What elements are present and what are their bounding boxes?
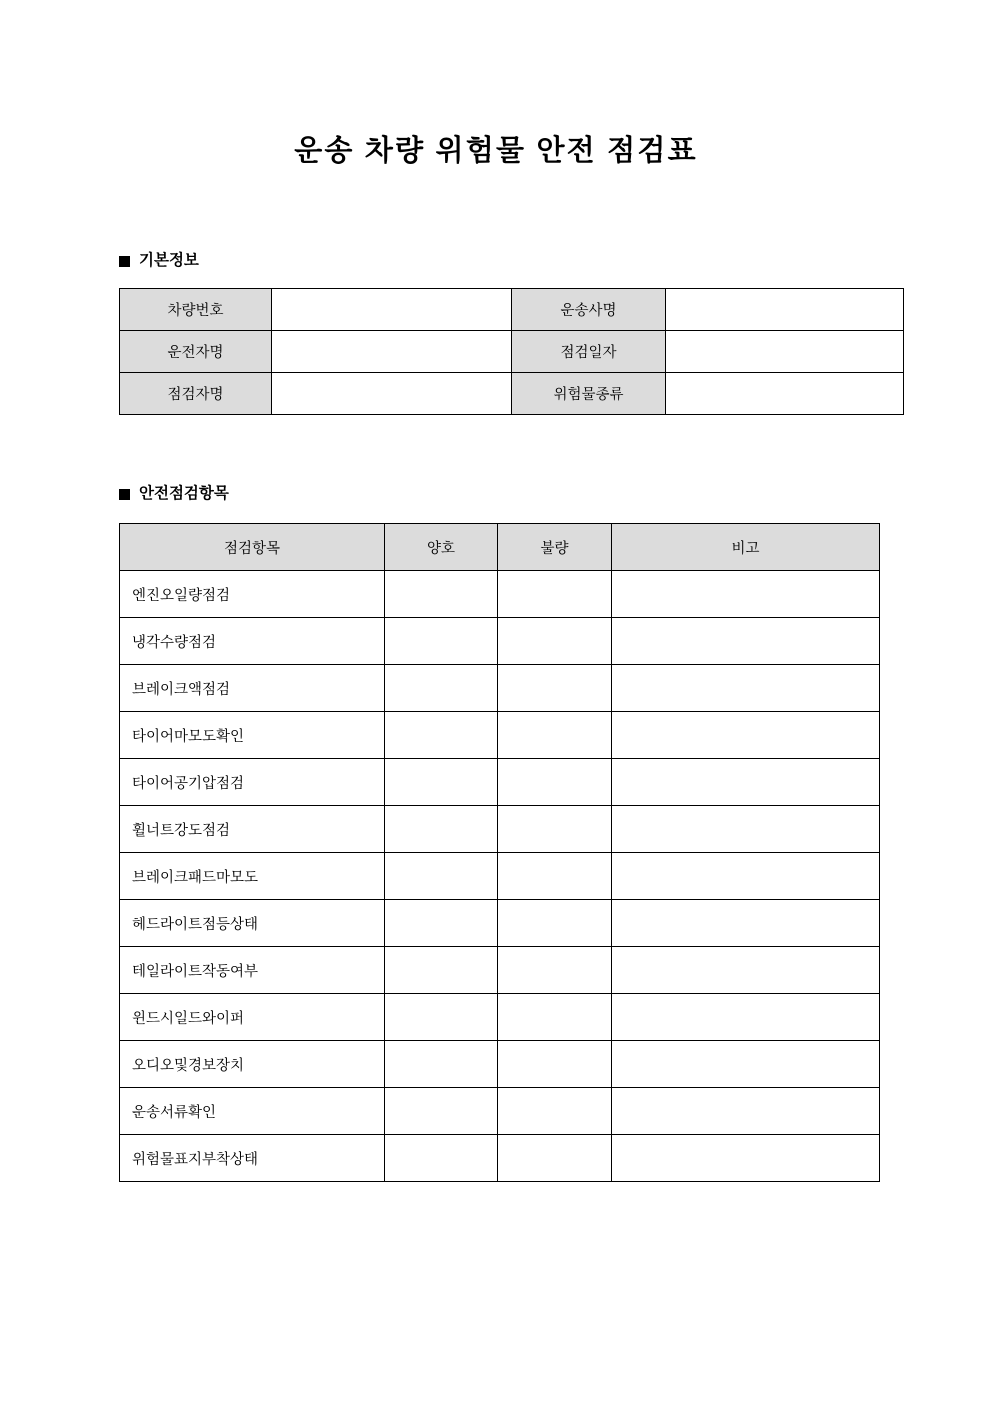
checklist-bad-cell[interactable] xyxy=(498,618,612,665)
checklist-remark-cell[interactable] xyxy=(612,618,880,665)
basic-info-value-carrier-name[interactable] xyxy=(666,289,904,331)
checklist-remark-cell[interactable] xyxy=(612,665,880,712)
checklist-bad-cell[interactable] xyxy=(498,853,612,900)
checklist-item-label: 브레이크액점검 xyxy=(120,665,385,712)
table-header-row xyxy=(120,524,880,571)
checklist-item-label: 테일라이트작동여부 xyxy=(120,947,385,994)
section-heading-inspection-items-label: 안전점검항목 xyxy=(139,485,229,502)
checklist-bad-cell[interactable] xyxy=(498,1135,612,1182)
checklist-good-cell[interactable] xyxy=(385,712,498,759)
checklist-bad-cell[interactable] xyxy=(498,1041,612,1088)
checklist-bad-cell[interactable] xyxy=(498,994,612,1041)
checklist-good-cell[interactable] xyxy=(385,806,498,853)
checklist-good-cell[interactable] xyxy=(385,618,498,665)
column-header-good: 양호 xyxy=(385,524,498,571)
checklist-item-label: 타이어마모도확인 xyxy=(120,712,385,759)
table-row xyxy=(120,1088,880,1135)
table-row xyxy=(120,373,904,415)
checklist-good-cell[interactable] xyxy=(385,947,498,994)
table-row xyxy=(120,331,904,373)
basic-info-label-inspector-name: 점검자명 xyxy=(120,373,272,415)
basic-info-label-carrier-name: 운송사명 xyxy=(512,289,666,331)
checklist-item-label: 윈드시일드와이퍼 xyxy=(120,994,385,1041)
filled-square-bullet-icon xyxy=(119,256,130,267)
checklist-bad-cell[interactable] xyxy=(498,900,612,947)
checklist-item-label: 위험물표지부착상태 xyxy=(120,1135,385,1182)
filled-square-bullet-icon xyxy=(119,489,130,500)
checklist-item-label: 엔진오일량점검 xyxy=(120,571,385,618)
checklist-good-cell[interactable] xyxy=(385,1135,498,1182)
table-row xyxy=(120,853,880,900)
basic-info-value-hazmat-type[interactable] xyxy=(666,373,904,415)
table-row xyxy=(120,900,880,947)
checklist-remark-cell[interactable] xyxy=(612,994,880,1041)
checklist-good-cell[interactable] xyxy=(385,571,498,618)
checklist-good-cell[interactable] xyxy=(385,1041,498,1088)
checklist-remark-cell[interactable] xyxy=(612,1041,880,1088)
checklist-item-label: 타이어공기압점검 xyxy=(120,759,385,806)
basic-info-label-hazmat-type: 위험물종류 xyxy=(512,373,666,415)
checklist-item-label: 냉각수량점검 xyxy=(120,618,385,665)
checklist-bad-cell[interactable] xyxy=(498,1088,612,1135)
checklist-good-cell[interactable] xyxy=(385,900,498,947)
checklist-remark-cell[interactable] xyxy=(612,806,880,853)
checklist-bad-cell[interactable] xyxy=(498,665,612,712)
section-heading-inspection-items xyxy=(119,483,229,505)
column-header-remark: 비고 xyxy=(612,524,880,571)
checklist-bad-cell[interactable] xyxy=(498,947,612,994)
checklist-remark-cell[interactable] xyxy=(612,1088,880,1135)
table-row xyxy=(120,289,904,331)
table-row xyxy=(120,618,880,665)
table-row xyxy=(120,1135,880,1182)
basic-info-table xyxy=(119,288,904,415)
checklist-good-cell[interactable] xyxy=(385,994,498,1041)
table-row xyxy=(120,665,880,712)
section-heading-basic-info-label: 기본정보 xyxy=(139,252,199,269)
page-title: 운송 차량 위험물 안전 점검표 xyxy=(294,135,698,167)
basic-info-value-vehicle-number[interactable] xyxy=(272,289,512,331)
basic-info-label-vehicle-number: 차량번호 xyxy=(120,289,272,331)
checklist-remark-cell[interactable] xyxy=(612,947,880,994)
checklist-remark-cell[interactable] xyxy=(612,759,880,806)
checklist-item-label: 운송서류확인 xyxy=(120,1088,385,1135)
checklist-remark-cell[interactable] xyxy=(612,1135,880,1182)
table-row xyxy=(120,759,880,806)
checklist-good-cell[interactable] xyxy=(385,665,498,712)
checklist-bad-cell[interactable] xyxy=(498,571,612,618)
checklist-remark-cell[interactable] xyxy=(612,900,880,947)
checklist-bad-cell[interactable] xyxy=(498,759,612,806)
section-heading-basic-info xyxy=(119,250,199,272)
checklist-remark-cell[interactable] xyxy=(612,853,880,900)
checklist-item-label: 휠너트강도점검 xyxy=(120,806,385,853)
basic-info-value-inspection-date[interactable] xyxy=(666,331,904,373)
checklist-remark-cell[interactable] xyxy=(612,571,880,618)
checklist-item-label: 오디오및경보장치 xyxy=(120,1041,385,1088)
checklist-bad-cell[interactable] xyxy=(498,806,612,853)
basic-info-label-inspection-date: 점검일자 xyxy=(512,331,666,373)
checklist-bad-cell[interactable] xyxy=(498,712,612,759)
table-row xyxy=(120,947,880,994)
basic-info-label-driver-name: 운전자명 xyxy=(120,331,272,373)
table-row xyxy=(120,712,880,759)
column-header-item: 점검항목 xyxy=(120,524,385,571)
inspection-checklist-table xyxy=(119,523,880,1182)
table-row xyxy=(120,994,880,1041)
checklist-good-cell[interactable] xyxy=(385,1088,498,1135)
table-row xyxy=(120,806,880,853)
checklist-remark-cell[interactable] xyxy=(612,712,880,759)
checklist-good-cell[interactable] xyxy=(385,759,498,806)
column-header-bad: 불량 xyxy=(498,524,612,571)
table-row xyxy=(120,1041,880,1088)
basic-info-value-inspector-name[interactable] xyxy=(272,373,512,415)
checklist-item-label: 헤드라이트점등상태 xyxy=(120,900,385,947)
checklist-good-cell[interactable] xyxy=(385,853,498,900)
basic-info-value-driver-name[interactable] xyxy=(272,331,512,373)
table-row xyxy=(120,571,880,618)
checklist-item-label: 브레이크패드마모도 xyxy=(120,853,385,900)
